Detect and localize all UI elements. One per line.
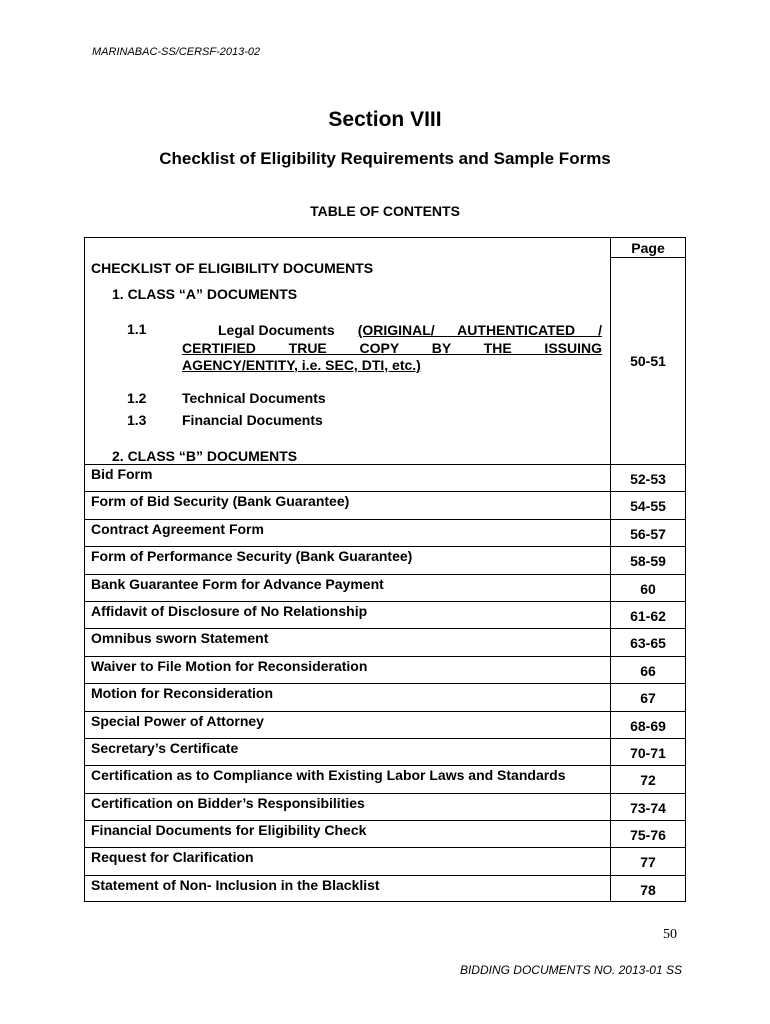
document-name: Omnibus sworn Statement bbox=[91, 630, 269, 647]
page-range: 78 bbox=[640, 881, 656, 898]
table-row bbox=[85, 738, 685, 765]
page-range: 60 bbox=[640, 580, 656, 597]
table-row bbox=[85, 601, 685, 628]
document-code: MARINABAC-SS/CERSF-2013-02 bbox=[92, 46, 261, 58]
footer-document-reference: BIDDING DOCUMENTS NO. 2013-01 SS bbox=[459, 963, 682, 977]
item-number: 1.3 bbox=[127, 412, 147, 428]
page-column-header: Page bbox=[631, 240, 665, 256]
page-range: 73-74 bbox=[630, 799, 666, 816]
document-name: Request for Clarification bbox=[91, 849, 254, 866]
table-row bbox=[85, 765, 685, 792]
class-a-heading: 1. CLASS “A” DOCUMENTS bbox=[112, 286, 298, 302]
table-row bbox=[85, 847, 685, 874]
page-range: 70-71 bbox=[630, 744, 666, 761]
document-name: Affidavit of Disclosure of No Relationship bbox=[91, 602, 368, 619]
table-row bbox=[85, 628, 685, 655]
legal-documents-lead: Legal Documents bbox=[218, 322, 335, 338]
item-number: 1.1 bbox=[127, 321, 147, 337]
page-range: 77 bbox=[640, 854, 656, 871]
table-row bbox=[85, 711, 685, 738]
document-name: Motion for Reconsideration bbox=[91, 685, 273, 702]
legal-documents-label bbox=[182, 321, 602, 357]
page-range: 61-62 bbox=[630, 607, 666, 624]
document-name: Waiver to File Motion for Reconsideration bbox=[91, 657, 368, 674]
document-name: Contract Agreement Form bbox=[91, 520, 264, 537]
section-title: Section VIII bbox=[328, 108, 442, 131]
table-row bbox=[85, 574, 685, 601]
document-name: Bank Guarantee Form for Advance Payment bbox=[91, 575, 384, 592]
page-range: 68-69 bbox=[630, 717, 666, 734]
page-range: 52-53 bbox=[630, 471, 666, 487]
table-row bbox=[85, 491, 685, 518]
document-name: Certification as to Compliance with Existing Labor Laws and Standards bbox=[91, 767, 566, 784]
item-number: 1.2 bbox=[127, 390, 147, 406]
checklist-heading: CHECKLIST OF ELIGIBILITY DOCUMENTS bbox=[91, 260, 374, 276]
document-name: Form of Performance Security (Bank Guarantee) bbox=[91, 548, 413, 565]
page-range: 54-55 bbox=[630, 498, 666, 515]
table-row bbox=[85, 683, 685, 710]
page-range: 56-57 bbox=[630, 525, 666, 542]
table-row bbox=[85, 875, 685, 902]
table-row bbox=[85, 820, 685, 847]
page-range: 58-59 bbox=[630, 553, 666, 570]
header-divider bbox=[610, 257, 685, 258]
table-row bbox=[85, 519, 685, 546]
document-name: Secretary’s Certificate bbox=[91, 739, 239, 756]
document-name: Statement of Non- Inclusion in the Blacklist bbox=[91, 876, 380, 893]
page-range: 67 bbox=[640, 690, 656, 707]
technical-documents-label: Technical Documents bbox=[182, 390, 326, 406]
document-name: Special Power of Attorney bbox=[91, 712, 264, 729]
table-row bbox=[85, 546, 685, 573]
legal-documents-detail-end: AGENCY/ENTITY, i.e. SEC, DTI, etc.) bbox=[182, 357, 421, 373]
financial-documents-label: Financial Documents bbox=[182, 412, 323, 428]
table-row bbox=[85, 793, 685, 820]
page-range: 75-76 bbox=[630, 827, 666, 844]
page-range: 72 bbox=[640, 772, 656, 789]
document-name: Certification on Bidder’s Responsibilities bbox=[91, 794, 365, 811]
document-name: Form of Bid Security (Bank Guarantee) bbox=[91, 493, 350, 510]
page-subtitle: Checklist of Eligibility Requirements and Sample Forms bbox=[159, 149, 611, 168]
table-row bbox=[85, 656, 685, 683]
document-name: Bid Form bbox=[91, 466, 153, 482]
toc-heading: TABLE OF CONTENTS bbox=[310, 203, 460, 219]
legal-documents-detail: (ORIGINAL/ AUTHENTICATED / CERTIFIED TRUE COPY BY THE ISSUING bbox=[182, 322, 602, 356]
page-range: 66 bbox=[640, 662, 656, 679]
class-a-pages: 50-51 bbox=[630, 353, 666, 369]
table-row bbox=[85, 464, 685, 491]
class-b-heading: 2. CLASS “B” DOCUMENTS bbox=[112, 448, 298, 464]
document-name: Financial Documents for Eligibility Check bbox=[91, 822, 367, 839]
page-range: 63-65 bbox=[630, 635, 666, 652]
toc-table bbox=[84, 237, 686, 902]
class-b-rows bbox=[85, 464, 685, 901]
page-number: 50 bbox=[663, 927, 677, 942]
